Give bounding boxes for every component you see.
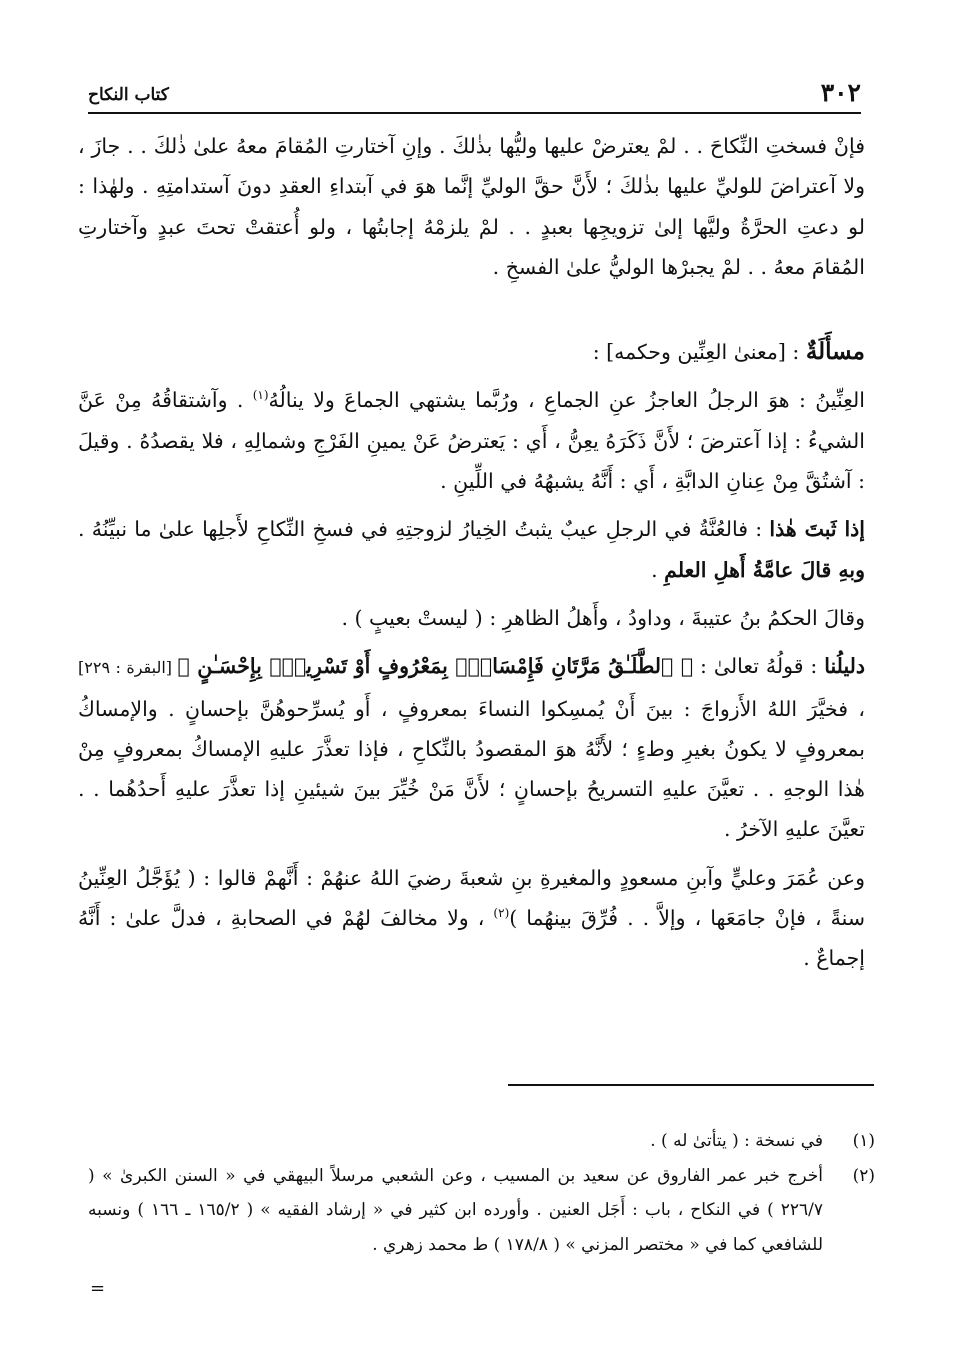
paragraph	[78, 509, 865, 590]
footnote-text: في نسخة : ( يتأتىٰ له ) .	[650, 1131, 823, 1151]
masala-heading	[78, 332, 865, 372]
paragraph-text: : قولُهُ تعالىٰ :	[693, 654, 825, 679]
paragraph: فإنْ فسختِ النِّكاحَ . . لمْ يعترضْ عليها وليُّها بذٰلكَ . وإنِ آختارتِ المُقامَ معهُ علىٰ ذٰلكَ . . جازَ ، ولا آعتراضَ للوليِّ عليها بذٰلكَ ؛ لأَنَّ حقَّ الوليِّ إنَّما هوَ في آبتداءِ العقدِ دونَ آستدامتِهِ . ولهٰذا : لو دعتِ الحرَّةُ وليَّها إلىٰ تزويجِها بعبدٍ . . لمْ يلزمْهُ إجابتُها ، ولو أُعتقتْ تحتَ عبدٍ وآختارتِ المُقامَ معهُ . . لمْ يجبرْها الوليُّ علىٰ الفسخِ .	[78, 134, 865, 279]
footnote-divider	[508, 1084, 874, 1086]
footnote-ref: (٢)	[493, 906, 510, 921]
paragraph	[78, 858, 865, 979]
footnote-text: أخرج خبر عمر الفاروق عن سعيد بن المسيب ، وعن الشعبي مرسلاً البيهقي في « السنن الكبرىٰ » ( ٢٢٦/٧ ) في النكاح ، باب : أَجَل العنين . وأورده ابن كثير في « إرشاد الفقيه » ( ١٦٥/٢ ـ ١٦٦ ) ونسبه للشافعي كما في « مختصر المزني » ( ١٧٨/٨ ) ط محمد زهري .	[88, 1165, 823, 1255]
quran-verse: ﴿ ٱلطَّلَـٰقُ مَرَّتَانِ فَإِمْسَاكٌۢ بِمَعْرُوفٍ أَوْ تَسْرِيحٌۢ بِإِحْسَـٰنٍ ﴾	[177, 654, 694, 679]
bold-phrase: وبهِ قالَ عامَّةُ أَهلِ العلمِ	[664, 557, 865, 582]
paragraph-text: ، فخيَّرَ اللهُ الأَزواجَ : بينَ أَنْ يُمسِكوا النساءَ بمعروفٍ ، أَو يُسرِّحوهُنَّ بإحسانٍ . والإمساكُ بمعروفٍ لا يكونُ بغيرِ وطءٍ ؛ لأَنَّهُ هوَ المقصودُ بالنِّكاحِ ، فإذا تعذَّرَ عليهِ الإمساكُ بمعروفٍ مِنْ هٰذا الوجهِ . . تعيَّنَ عليهِ التسريحُ بإحسانٍ ؛ لأَنَّ مَنْ خُيِّرَ بينَ شيئينِ إذا تعذَّرَ عليهِ أَحدُهُما . . تعيَّنَ عليهِ الآخرُ .	[78, 696, 865, 842]
masala-title: : [معنىٰ العِنِّين وحكمه] :	[592, 340, 800, 365]
paragraph-text: ، ولا مخالفَ لهُمْ في الصحابةِ ، فدلَّ علىٰ : أَنَّهُ إجماعٌ .	[78, 906, 865, 971]
footnote	[88, 1124, 875, 1159]
paragraph-end: .	[651, 557, 665, 582]
paragraph: وقالَ الحكمُ بنُ عتيبةَ ، وداودُ ، وأَهلُ الظاهرِ : ( ليستْ بعيبٍ ) .	[341, 605, 865, 630]
definition-rest: . وآشتقاقُهُ مِنْ عَنَّ الشيءُ : إذا آعترضَ ؛ لأَنَّ ذَكَرَهُ يعِنُّ ، أَي : يَعترضُ عَنْ يمينِ الفَرْجِ وشمالِهِ ، فلا يقصدُهُ . وقيلَ : آشتُقَّ مِنْ عِنانِ الدابَّةِ ، أَي : أَنَّهُ يشبهُهُ في اللِّينِ .	[78, 388, 865, 494]
paragraph-text: : فالعُنَّةُ في الرجلِ عيبٌ يثبتُ الخِيارُ لزوجتِهِ في فسخِ النِّكاحِ لأَجلِها علىٰ ما نبيِّنُهُ .	[78, 517, 770, 542]
lead-phrase: إذا ثَبتَ هٰذا	[769, 517, 865, 542]
page-number: ٣٠٢	[820, 78, 861, 107]
footnote	[88, 1159, 875, 1263]
footnote-number: (١)	[852, 1131, 875, 1151]
main-text	[78, 126, 865, 979]
footnote-ref: (١)	[252, 388, 269, 403]
paragraph	[78, 646, 865, 849]
page-header	[88, 78, 861, 114]
lead-phrase: دليلُنا	[824, 654, 865, 679]
masala-label: مسأَلَةٌ	[805, 338, 865, 366]
paragraph-text: وعن عُمَرَ وعليٍّ وآبنِ مسعودٍ والمغيرةِ بنِ شعبةَ رضيَ اللهُ عنهُمْ : أَنَّهمْ قالوا : ( يُؤَجَّلُ العِنِّينُ سنةً ، فإنْ جامَعَها ، وإلاَّ . . فُرِّقَ بينهُما )	[78, 865, 865, 931]
footnote-number: (٢)	[852, 1165, 875, 1186]
definition-text: العِنِّينُ : هوَ الرجلُ العاجزُ عنِ الجماعِ ، ورُبَّما يشتهي الجماعَ ولا ينالُهُ	[268, 388, 865, 413]
running-title: كتاب النكاح	[88, 85, 169, 105]
footnotes	[88, 1124, 875, 1262]
continuation-mark: =	[90, 1278, 106, 1299]
verse-reference: [البقرة : ٢٢٩]	[78, 658, 178, 678]
paragraph	[78, 380, 865, 501]
